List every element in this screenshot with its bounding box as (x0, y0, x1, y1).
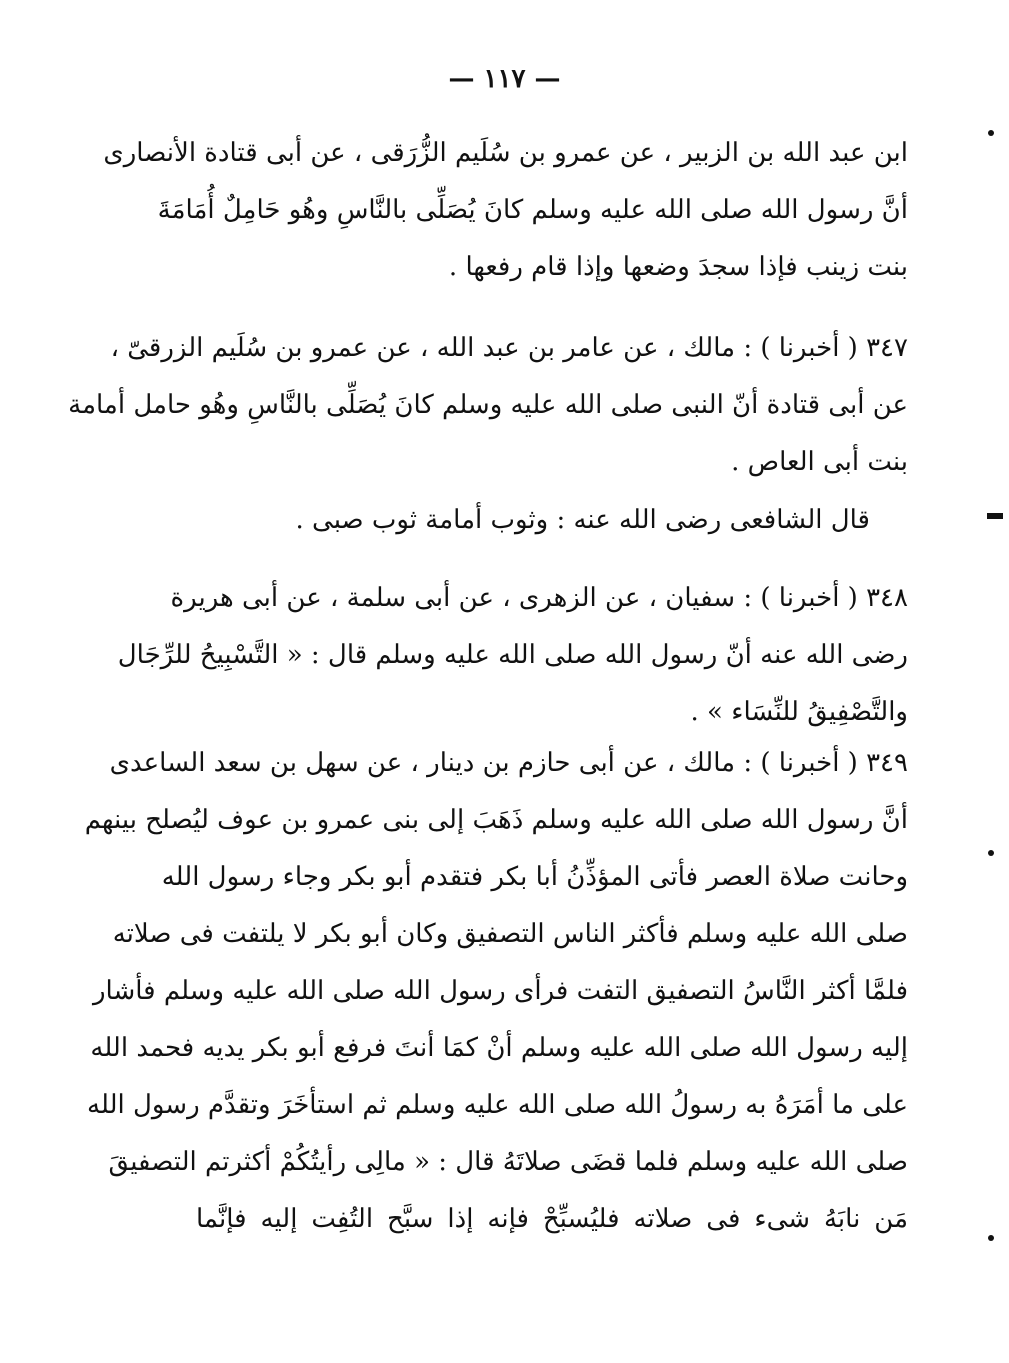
text-line: عن أبى قتادة أنّ النبى صلى الله عليه وسلم كانَ يُصَلِّى بالنَّاسِ وهُو حامل أمامة (68, 390, 908, 420)
text-line: أنَّ رسول الله صلى الله عليه وسلم ذَهَبَ إلى بنى عمرو بن عوف ليُصلح بينهم (84, 805, 908, 835)
text-line: رضى الله عنه أنّ رسول الله صلى الله عليه وسلم قال : « التَّسْبِيحُ للرِّجَال (117, 640, 908, 670)
text-line: إليه رسول الله صلى الله عليه وسلم أنْ كمَا أنتَ فرفع أبو بكر يديه فحمد الله (90, 1033, 908, 1063)
text-line: صلى الله عليه وسلم فلما قضَى صلاتَهُ قال : « مالِى رأيتُكُمْ أكثرتم التصفيقَ (108, 1147, 908, 1177)
text-line: فلمَّا أكثر النَّاسُ التصفيق التفت فرأى رسول الله صلى الله عليه وسلم فأشار (92, 976, 908, 1006)
hadith-348 (117, 570, 908, 741)
margin-dot-mark (988, 1235, 994, 1241)
text-line: قال الشافعى رضى الله عنه : وثوب أمامة ثوب صبى . (295, 505, 870, 535)
text-line: مَن نابَهُ شىء فى صلاته فليُسبِّحْ فإنه إذا سبَّح التُفِت إليه فإنَّما (196, 1204, 908, 1234)
hadith-347 (68, 320, 908, 491)
paragraph-continuation (103, 125, 908, 296)
margin-dot-mark (988, 850, 994, 856)
text-line: صلى الله عليه وسلم فأكثر الناس التصفيق وكان أبو بكر لا يلتفت فى صلاته (112, 919, 908, 949)
text-line: والتَّصْفِيقُ للنِّسَاء » . (690, 697, 908, 727)
text-line: على ما أمَرَهُ به رسولُ الله صلى الله عليه وسلم ثم استأخَرَ وتقدَّم رسول الله (87, 1090, 908, 1120)
text-line: بنت زينب فإذا سجدَ وضعها وإذا قام رفعها . (448, 252, 908, 282)
text-line: ٣٤٧ ( أخبرنا ) : مالك ، عن عامر بن عبد الله ، عن عمرو بن سُلَيم الزرقىّ ، (110, 333, 908, 363)
text-line: ابن عبد الله بن الزبير ، عن عمرو بن سُلَيم الزُّرَقى ، عن أبى قتادة الأنصارى (103, 138, 908, 168)
text-line: ٣٤٩ ( أخبرنا ) : مالك ، عن أبى حازم بن دينار ، عن سهل بن سعد الساعدى (109, 748, 908, 778)
hadith-349 (84, 735, 908, 1248)
text-line: وحانت صلاة العصر فأتى المؤذِّنُ أبا بكر فتقدم أبو بكر وجاء رسول الله (161, 862, 908, 892)
margin-dot-mark (988, 130, 994, 136)
shafii-comment (196, 492, 908, 549)
text-line: ٣٤٨ ( أخبرنا ) : سفيان ، عن الزهرى ، عن أبى سلمة ، عن أبى هريرة (170, 583, 908, 613)
margin-dash-mark (987, 513, 1003, 519)
text-line: أنَّ رسول الله صلى الله عليه وسلم كانَ يُصَلِّى بالنَّاسِ وهُو حَامِلٌ أُمَامَةَ (157, 195, 908, 225)
page-number: — ١١٧ — (448, 64, 561, 94)
text-line: بنت أبى العاص . (731, 447, 908, 477)
